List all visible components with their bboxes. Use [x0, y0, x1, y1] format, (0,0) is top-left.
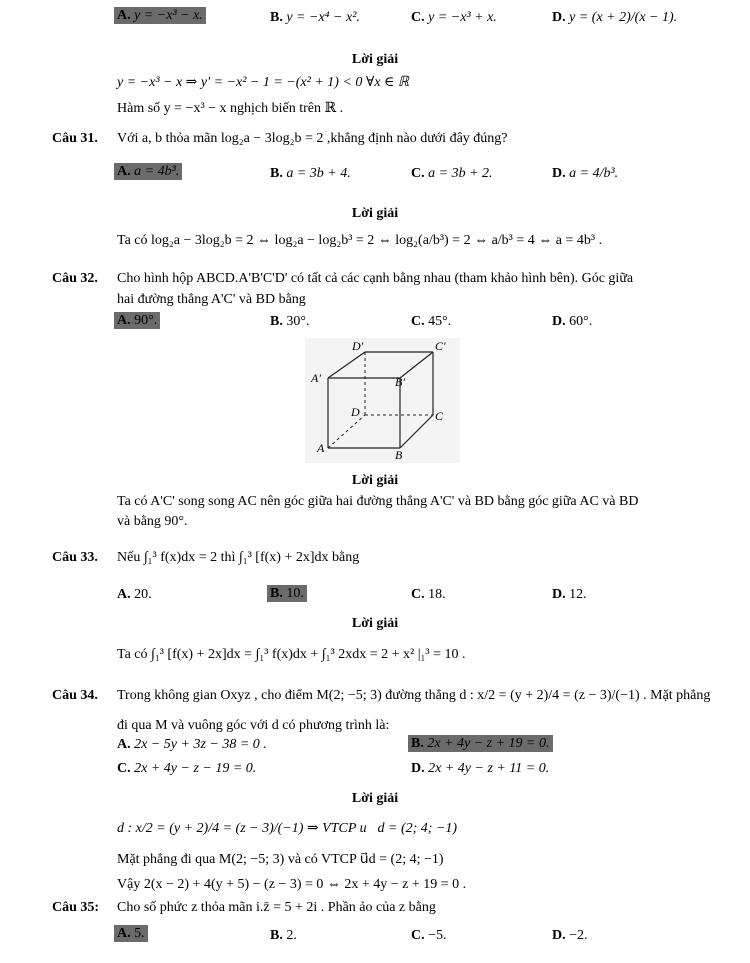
q31-option-a: A. a = 4b³. — [114, 164, 182, 180]
q30-option-c: C. y = −x³ + x. — [411, 10, 497, 25]
label-d: D — [351, 405, 360, 419]
q33-option-c: C. 18. — [411, 587, 446, 602]
q30-option-a: A. y = −x³ − x. — [114, 8, 206, 24]
q32-solution-line: Ta có A'C' song song AC nên góc giữa hai đường thẳng A'C' và BD bằng góc giữa AC và BD — [117, 494, 639, 509]
q31-solution-title: Lời giải — [351, 206, 399, 221]
label-d-prime: D' — [352, 339, 364, 353]
q34-number: Câu 34. — [52, 688, 98, 703]
q35-option-c: C. −5. — [411, 928, 447, 943]
q34-question-line: Trong không gian Oxyz , cho điểm M(2; −5; 3) đường thẳng d : x/2 = (y + 2)/4 = (z − 3)/(−1) . Mặt phẳng — [117, 688, 711, 703]
q34-solution-line: Vậy 2(x − 2) + 4(y + 5) − (z − 3) = 0 ⇔ 2x + 4y − z + 19 = 0 . — [117, 877, 467, 892]
q35-option-b: B. 2. — [270, 928, 297, 943]
q34-option-c: C. 2x + 4y − z − 19 = 0. — [117, 761, 257, 776]
q32-option-b: B. 30°. — [270, 314, 310, 329]
label-c-prime: C' — [435, 339, 446, 353]
q35-option-d: D. −2. — [552, 928, 588, 943]
label-a: A — [317, 441, 325, 455]
q31-option-b: B. a = 3b + 4. — [270, 166, 351, 181]
q34-option-d: D. 2x + 4y − z + 11 = 0. — [411, 761, 550, 776]
q35-question: Cho số phức z thỏa mãn i.z̄ = 5 + 2i . Phần ảo của z bằng — [117, 900, 436, 915]
label-b-prime: B' — [395, 375, 405, 389]
q33-option-a: A. 20. — [117, 587, 152, 602]
q30-solution-line: y = −x³ − x ⇒ y' = −x² − 1 = −(x² + 1) < 0 ∀x ∈ ℝ — [117, 75, 410, 90]
q32-option-a: A. 90°. — [114, 313, 160, 329]
q32-solution-title: Lời giải — [351, 473, 399, 488]
q31-number: Câu 31. — [52, 131, 98, 146]
q34-option-a: A. 2x − 5y + 3z − 38 = 0 . — [117, 737, 267, 752]
q33-option-b: B. 10. — [267, 586, 307, 602]
q30-solution-line: Hàm số y = −x³ − x nghịch biến trên ℝ . — [117, 101, 344, 116]
q30-solution-title: Lời giải — [351, 52, 399, 67]
q33-question: Nếu ∫₁³ f(x)dx = 2 thì ∫₁³ [f(x) + 2x]dx bằng — [117, 550, 360, 565]
q33-solution-title: Lời giải — [351, 616, 399, 631]
cube-figure — [305, 338, 460, 463]
q30-option-d: D. y = (x + 2)/(x − 1). — [552, 10, 678, 25]
q32-solution-line: và bằng 90°. — [117, 514, 188, 529]
q34-solution-title: Lời giải — [351, 791, 399, 806]
q31-option-d: D. a = 4/b³. — [552, 166, 619, 181]
q33-number: Câu 33. — [52, 550, 98, 565]
q35-option-a: A. 5. — [114, 926, 148, 942]
q32-question-line: Cho hình hộp ABCD.A'B'C'D' có tất cả các cạnh bằng nhau (tham khảo hình bên). Góc giữa — [117, 271, 634, 286]
q31-question: Với a, b thỏa mãn log₂a − 3log₂b = 2 ,khẳng định nào dưới đây đúng? — [117, 131, 508, 146]
q34-option-b: B. 2x + 4y − z + 19 = 0. — [408, 736, 553, 752]
q34-solution-line: d : x/2 = (y + 2)/4 = (z − 3)/(−1) ⇒ VTCP u⃗d = (2; 4; −1) — [117, 821, 458, 836]
q33-option-d: D. 12. — [552, 587, 587, 602]
label-a-prime: A' — [311, 371, 321, 385]
q35-number: Câu 35: — [52, 900, 100, 915]
q33-solution-line: Ta có ∫₁³ [f(x) + 2x]dx = ∫₁³ f(x)dx + ∫₁³ 2xdx = 2 + x² |₁³ = 10 . — [117, 647, 466, 662]
q30-option-b: B. y = −x⁴ − x². — [270, 10, 360, 25]
q31-solution-line: Ta có log₂a − 3log₂b = 2 ⇔ log₂a − log₂b³ = 2 ⇔ log₂(a/b³) = 2 ⇔ a/b³ = 4 ⇔ a = 4b³ . — [117, 233, 603, 248]
q32-question-line: hai đường thẳng A'C' và BD bằng — [117, 292, 306, 307]
q32-number: Câu 32. — [52, 271, 98, 286]
q32-option-d: D. 60°. — [552, 314, 593, 329]
label-c: C — [435, 409, 444, 423]
q34-solution-line: Mặt phẳng đi qua M(2; −5; 3) và có VTCP u⃗d = (2; 4; −1) — [117, 852, 444, 867]
label-b: B — [395, 448, 403, 462]
q34-question-line: đi qua M và vuông góc với d có phương trình là: — [117, 718, 390, 733]
q31-option-c: C. a = 3b + 2. — [411, 166, 493, 181]
q32-option-c: C. 45°. — [411, 314, 452, 329]
